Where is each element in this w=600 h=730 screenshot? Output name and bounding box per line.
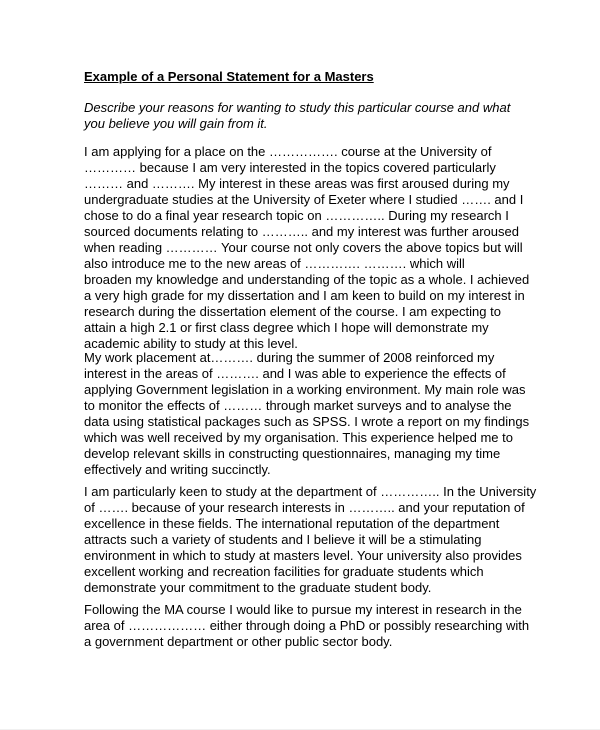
paragraph-4	[84, 602, 530, 650]
paragraph-3	[84, 484, 537, 596]
paragraph-line: academic ability to study at this level.	[84, 336, 298, 351]
paragraph-line: environment in which to study at masters level. Your university also provides	[84, 548, 522, 563]
paragraph-line: ………… because I am very interested in the topics covered particularly	[84, 160, 496, 175]
paragraph-line: data using statistical packages such as SPSS. I wrote a report on my findings	[84, 414, 530, 429]
paragraph-line: interest in the areas of ………. and I was able to experience the effects of	[84, 366, 506, 381]
subtitle-line: you believe you will gain from it.	[84, 116, 268, 131]
paragraph-line: research during the dissertation element of the course. I am expecting to	[84, 304, 501, 319]
paragraph-line: chose to do a final year research topic on ………….. During my research I	[84, 208, 509, 223]
paragraph-line: Following the MA course I would like to pursue my interest in research in the	[84, 602, 522, 617]
document-subtitle	[84, 100, 524, 132]
paragraph-1	[84, 144, 530, 352]
paragraph-line: of ……. because of your research interests in ……….. and your reputation of	[84, 500, 525, 515]
paragraph-line: area of ……………… either through doing a PhD or possibly researching with	[84, 618, 530, 633]
paragraph-line: effectively and writing succinctly.	[84, 462, 271, 477]
paragraph-line: I am particularly keen to study at the department of ………….. In the University	[84, 484, 537, 499]
paragraph-line: broaden my knowledge and understanding of the topic as a whole. I achieved	[84, 272, 530, 287]
paragraph-line: a government department or other public sector body.	[84, 634, 393, 649]
paragraph-line: to monitor the effects of ……… through market surveys and to analyse the	[84, 398, 512, 413]
paragraph-line: ……… and ………. My interest in these areas was first aroused during my	[84, 176, 510, 191]
paragraph-line: develop relevant skills in constructing questionnaires, managing my time	[84, 446, 501, 461]
paragraph-line: attracts such a variety of students and I believe it will be a stimulating	[84, 532, 482, 547]
paragraph-line: My work placement at………. during the summer of 2008 reinforced my	[84, 350, 495, 365]
subtitle-line: Describe your reasons for wanting to study this particular course and what	[84, 100, 511, 115]
paragraph-line: excellence in these fields. The international reputation of the department	[84, 516, 500, 531]
paragraph-2	[84, 350, 530, 478]
paragraph-line: when reading ………… Your course not only covers the above topics but will	[84, 240, 523, 255]
paragraph-line: demonstrate your commitment to the graduate student body.	[84, 580, 432, 595]
paragraph-line: also introduce me to the new areas of …………. ………. which will	[84, 256, 465, 271]
paragraph-line: attain a high 2.1 or first class degree which I hope will demonstrate my	[84, 320, 489, 335]
paragraph-line: I am applying for a place on the ……………. course at the University of	[84, 144, 492, 159]
paragraph-line: which was well received by my organisation. This experience helped me to	[84, 430, 513, 445]
document-title: Example of a Personal Statement for a Masters	[84, 69, 374, 84]
paragraph-line: a very high grade for my dissertation and I am keen to build on my interest in	[84, 288, 525, 303]
paragraph-line: excellent working and recreation facilities for graduate students which	[84, 564, 484, 579]
paragraph-line: undergraduate studies at the University of Exeter where I studied ……. and I	[84, 192, 524, 207]
paragraph-line: sourced documents relating to ……….. and my interest was further aroused	[84, 224, 519, 239]
paragraph-line: applying Government legislation in a working environment. My main role was	[84, 382, 526, 397]
